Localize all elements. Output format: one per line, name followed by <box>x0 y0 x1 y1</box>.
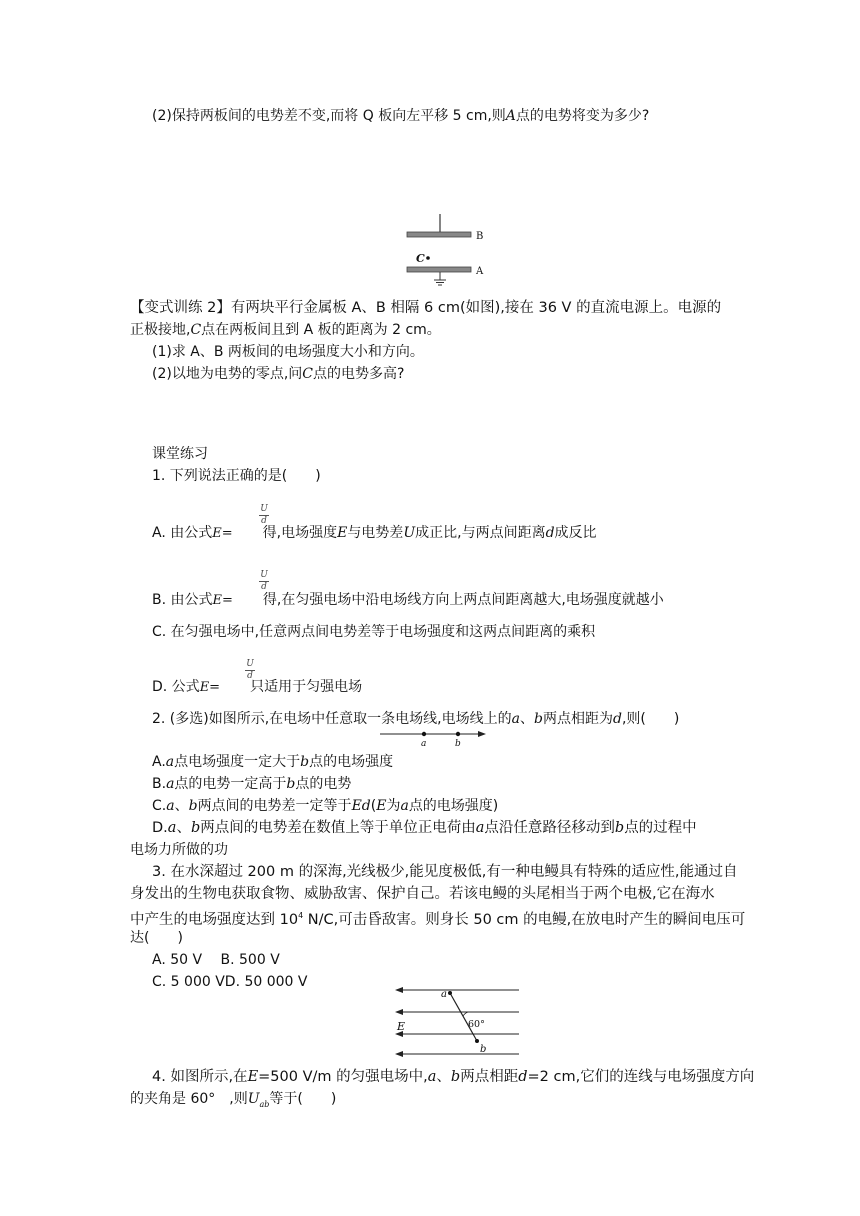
point-b <box>475 1039 479 1043</box>
angle-arc <box>463 1012 468 1016</box>
q3-line3: 中产生的电场强度达到 $10^4$ N/C,可击昏敌害。则身长 50 cm 的电鳗,在放电时产生的瞬间电压可 <box>130 911 746 928</box>
point-a <box>448 991 452 995</box>
point-a-label: a <box>421 739 427 749</box>
point-c <box>426 256 430 260</box>
fraction-u-over-d-a: U d <box>260 504 268 526</box>
arrowhead-icon <box>478 731 486 737</box>
q1-option-b: B. 由公式E= 得,在匀强电场中沿电场线方向上两点间距离越大,电场强度就越小 <box>152 592 664 608</box>
variant2-line1: 【变式训练 2】有两块平行金属板 A、B 相隔 6 cm(如图),接在 36 V 的直流电源上。电源的 <box>130 300 722 316</box>
field-line-figure <box>378 726 488 750</box>
q3-options-ab: A. 50 V B. 500 V <box>152 952 280 968</box>
plate-a-label: A <box>476 266 484 277</box>
practice-heading: 课堂练习 <box>152 446 208 462</box>
q3-line4: 达( ) <box>130 930 183 946</box>
point-b <box>456 732 460 736</box>
point-c-label: C <box>416 252 425 265</box>
variant2-q1: (1)求 A、B 两板间的电场强度大小和方向。 <box>152 344 424 360</box>
q2-option-a: A.a点电场强度一定大于b点的电场强度 <box>152 754 394 770</box>
arrowhead-icon <box>395 1051 403 1057</box>
fraction-u-over-d-b: U d <box>260 570 268 592</box>
q3-line1: 3. 在水深超过 200 m 的深海,光线极少,能见度极低,有一种电鳗具有特殊的适应性,能通过自 <box>152 864 738 880</box>
capacitor-figure <box>400 210 500 290</box>
q3-options-cd: C. 5 000 VD. 50 000 V <box>152 974 308 990</box>
q2-stem: 2. (多选)如图所示,在电场中任意取一条电场线,电场线上的a、b两点相距为d,则( ) <box>152 711 680 727</box>
q1-option-d: D. 公式E= 只适用于匀强电场 <box>152 679 363 695</box>
arrowhead-icon <box>395 987 403 993</box>
q4-line2: 的夹角是 60° ,则$U_{ab}$等于( ) <box>130 1091 337 1109</box>
q3-line2: 身发出的生物电获取食物、威胁敌害、保护自己。若该电鳗的头尾相当于两个电极,它在海水 <box>130 886 715 902</box>
q2-option-d-cont: 电场力所做的功 <box>130 842 228 858</box>
point-b-label: b <box>480 1044 487 1055</box>
field-e-label: E <box>397 1020 406 1033</box>
q1-stem: 1. 下列说法正确的是( ) <box>152 468 321 484</box>
plate-a <box>407 267 471 272</box>
point-a <box>422 732 426 736</box>
variant2-q2: (2)以地为电势的零点,问C点的电势多高? <box>152 366 405 382</box>
point-b-label: b <box>455 739 461 749</box>
variant2-line2: 正极接地,C点在两板间且到 A 板的距离为 2 cm。 <box>130 322 441 338</box>
q1-option-a: A. 由公式E= 得,电场强度E与电势差U成正比,与两点间距离d成反比 <box>152 525 597 541</box>
fraction-u-over-d-d: U d <box>246 659 254 681</box>
q2-option-b: B.a点的电势一定高于b点的电势 <box>152 776 352 792</box>
plate-b <box>407 232 471 237</box>
plate-b-label: B <box>476 231 484 242</box>
q4-line1: 4. 如图所示,在E=500 V/m 的匀强电场中,a、b两点相距d=2 cm,它们的连线与电场强度方向 <box>152 1069 755 1085</box>
point-a-label: a <box>441 989 447 1000</box>
q1-option-c: C. 在匀强电场中,任意两点间电势差等于电场强度和这两点间距离的乘积 <box>152 624 596 640</box>
uniform-field-figure <box>393 982 523 1058</box>
q2-option-d: D.a、b两点间的电势差在数值上等于单位正电荷由a点沿任意路径移动到b点的过程中 <box>152 820 697 836</box>
q2-option-c: C.a、b两点间的电势差一定等于Ed(E为a点的电场强度) <box>152 798 499 814</box>
angle-label: 60° <box>468 1019 485 1030</box>
arrowhead-icon <box>395 1009 403 1015</box>
question-part-2: (2)保持两板间的电势差不变,而将 Q 板向左平移 5 cm,则A点的电势将变为多少? <box>152 108 650 124</box>
